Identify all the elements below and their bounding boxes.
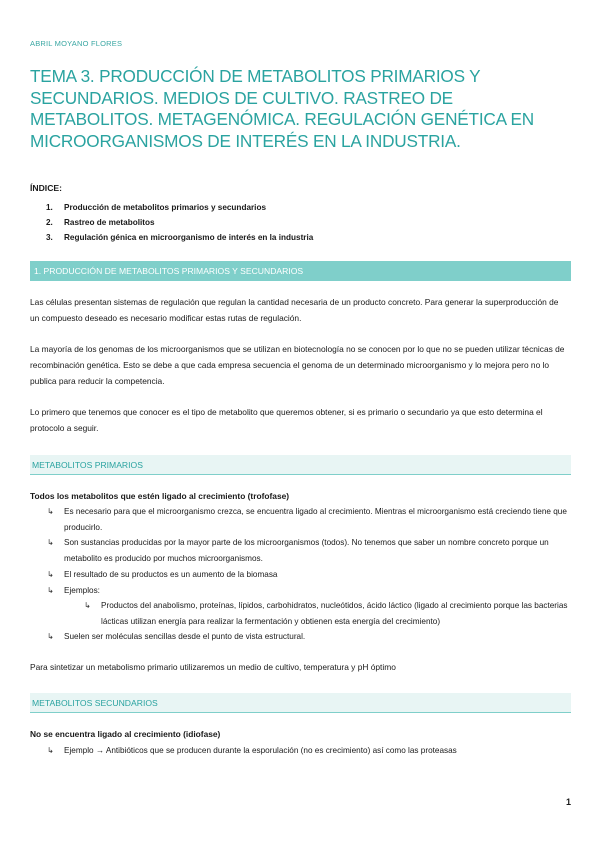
paragraph: Lo primero que tenemos que conocer es el tipo de metabolito que queremos obtener, si es primario o secundario ya que esto determina el protocolo a seguir. bbox=[30, 407, 543, 433]
page-number: 1 bbox=[566, 797, 572, 807]
index-number: 1. bbox=[46, 203, 53, 212]
bullet-text: Son sustancias producidas por la mayor parte de los microorganismos (todos). No tenemos que saber un nombre concreto porque un metabolito es producido por muchos microorganismos. bbox=[64, 538, 549, 563]
index-list bbox=[46, 200, 313, 245]
paragraph: La mayoría de los genomas de los microorganismos que se utilizan en biotecnología no se conocen por lo que no se pueden utilizar técnicas de recombinación genética. Esto se debe a que cada empresa secuencia el genoma de un determinado microorganismo y lo mejora pero no lo publica para reducir la competencia. bbox=[30, 344, 565, 386]
bullet-arrow-icon: ↳ bbox=[84, 601, 91, 610]
bullet-text: El resultado de su productos es un aumento de la biomasa bbox=[64, 570, 278, 579]
index-item[interactable] bbox=[46, 230, 313, 245]
index-label: Rastreo de metabolitos bbox=[64, 218, 155, 227]
bullet-text: Productos del anabolismo, proteínas, lípidos, carbohidratos, nucleótidos, ácido láctico (ligado al crecimiento porque las bacterias lácticas utilizan energía para realizar la fermentación y obtienen esta energía del crecimiento) bbox=[101, 601, 568, 626]
bullet-item bbox=[47, 567, 569, 583]
index-item[interactable] bbox=[46, 215, 313, 230]
bullet-item bbox=[47, 629, 569, 645]
nested-bullet-item bbox=[84, 598, 571, 629]
subsection-subheading: No se encuentra ligado al crecimiento (idiofase) bbox=[30, 729, 221, 739]
document-title: TEMA 3. PRODUCCIÓN DE METABOLITOS PRIMARIOS Y SECUNDARIOS. MEDIOS DE CULTIVO. RASTREO DE METABOLITOS. METAGENÓMICA. REGULACIÓN GENÉTICA EN MICROORGANISMOS DE INTERÉS EN LA INDUSTRIA. bbox=[30, 66, 534, 151]
subsection-heading-primarios: METABOLITOS PRIMARIOS bbox=[30, 455, 571, 475]
bullet-arrow-icon: ↳ bbox=[47, 507, 54, 516]
section-heading-bar: 1. PRODUCCIÓN DE METABOLITOS PRIMARIOS Y SECUNDARIOS bbox=[30, 261, 571, 281]
bullet-text: Suelen ser moléculas sencillas desde el punto de vista estructural. bbox=[64, 632, 306, 641]
bullet-text: Ejemplos: bbox=[64, 586, 100, 595]
bullet-arrow-icon: ↳ bbox=[47, 538, 54, 547]
bullet-arrow-icon: ↳ bbox=[47, 570, 54, 579]
paragraph: Las células presentan sistemas de regulación que regulan la cantidad necesaria de un producto concreto. Para generar la superproducción de un compuesto deseado es necesario modificar estas rutas de regulación. bbox=[30, 297, 559, 323]
author-name: ABRIL MOYANO FLORES bbox=[30, 39, 123, 48]
paragraph: Para sintetizar un metabolismo primario utilizaremos un medio de cultivo, temperatura y pH óptimo bbox=[30, 662, 396, 672]
bullet-arrow-icon: ↳ bbox=[47, 586, 54, 595]
subsection-heading-secundarios: METABOLITOS SECUNDARIOS bbox=[30, 693, 571, 713]
index-label: Producción de metabolitos primarios y secundarios bbox=[64, 203, 267, 212]
index-item[interactable] bbox=[46, 200, 313, 215]
index-label: Regulación génica en microorganismo de interés en la industria bbox=[64, 233, 314, 242]
index-number: 2. bbox=[46, 218, 53, 227]
bullet-text: Es necesario para que el microorganismo crezca, se encuentra ligado al crecimiento. Mientras el microorganismo está creciendo tiene que producirlo. bbox=[64, 507, 567, 532]
index-heading: ÍNDICE: bbox=[30, 183, 62, 193]
bullet-arrow-icon: ↳ bbox=[47, 746, 54, 755]
bullet-item bbox=[47, 535, 569, 566]
index-number: 3. bbox=[46, 233, 53, 242]
bullet-item bbox=[47, 583, 569, 599]
bullet-text: Ejemplo → Antibióticos que se producen durante la esporulación (no es crecimiento) así como las proteasas bbox=[64, 746, 457, 755]
subsection-subheading: Todos los metabolitos que estén ligado al crecimiento (trofofase) bbox=[30, 491, 290, 501]
bullet-arrow-icon: ↳ bbox=[47, 632, 54, 641]
bullet-item bbox=[47, 743, 569, 759]
bullet-item bbox=[47, 504, 569, 535]
